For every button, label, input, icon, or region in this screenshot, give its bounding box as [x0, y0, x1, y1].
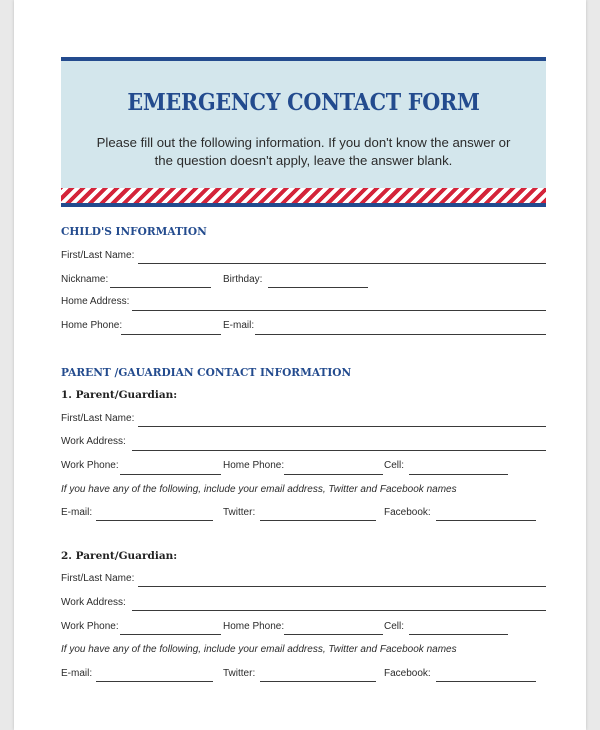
child-birthday-label: Birthday: — [223, 274, 263, 285]
guardian-2-home-phone-label: Home Phone: — [223, 621, 285, 632]
guardian-1-heading: 1. Parent/Guardian: — [61, 389, 178, 401]
child-name-label: First/Last Name: — [61, 250, 135, 261]
guardian-2-work-phone-label: Work Phone: — [61, 621, 119, 632]
guardian-1-work-address-field[interactable] — [132, 450, 546, 451]
guardian-1-work-phone-field[interactable] — [120, 474, 221, 475]
guardian-1-home-phone-label: Home Phone: — [223, 460, 285, 471]
child-email-field[interactable] — [255, 334, 546, 335]
guardian-1-name-label: First/Last Name: — [61, 413, 135, 424]
child-name-field[interactable] — [138, 263, 546, 264]
guardian-1-cell-label: Cell: — [384, 460, 405, 471]
form-header-banner — [61, 57, 546, 207]
guardian-2-work-phone-field[interactable] — [120, 634, 221, 635]
form-page — [14, 0, 586, 730]
child-home-address-label: Home Address: — [61, 296, 130, 307]
guardian-1-work-address-label: Work Address: — [61, 436, 126, 447]
guardian-2-email-label: E-mail: — [61, 668, 93, 679]
guardian-2-social-note: If you have any of the following, include your email address, Twitter and Facebook names — [61, 644, 457, 655]
form-instructions: Please fill out the following information. If you don't know the answer or the question doesn't apply, leave the answer blank. — [96, 135, 511, 168]
guardian-1-facebook-field[interactable] — [436, 520, 536, 521]
guardian-1-twitter-label: Twitter: — [223, 507, 256, 518]
guardian-1-twitter-field[interactable] — [260, 520, 376, 521]
guardian-2-heading: 2. Parent/Guardian: — [61, 550, 178, 562]
guardian-1-email-label: E-mail: — [61, 507, 93, 518]
guardian-1-social-note: If you have any of the following, include your email address, Twitter and Facebook names — [61, 484, 457, 495]
parent-section-title: PARENT /GAUARDIAN CONTACT INFORMATION — [61, 365, 352, 379]
guardian-2-cell-label: Cell: — [384, 621, 405, 632]
child-home-phone-label: Home Phone: — [61, 320, 123, 331]
guardian-1-work-phone-label: Work Phone: — [61, 460, 119, 471]
guardian-2-facebook-label: Facebook: — [384, 668, 431, 679]
banner-bottom-rule — [61, 203, 546, 207]
guardian-2-twitter-label: Twitter: — [223, 668, 256, 679]
child-nickname-field[interactable] — [110, 287, 211, 288]
guardian-2-work-address-label: Work Address: — [61, 597, 126, 608]
child-email-label: E-mail: — [223, 320, 255, 331]
guardian-2-cell-field[interactable] — [409, 634, 508, 635]
guardian-2-name-field[interactable] — [138, 586, 546, 587]
child-home-phone-field[interactable] — [121, 334, 221, 335]
guardian-1-name-field[interactable] — [138, 426, 546, 427]
child-home-address-field[interactable] — [132, 310, 546, 311]
form-title: EMERGENCY CONTACT FORM — [127, 89, 480, 116]
guardian-1-facebook-label: Facebook: — [384, 507, 431, 518]
guardian-2-twitter-field[interactable] — [260, 681, 376, 682]
guardian-1-email-field[interactable] — [96, 520, 213, 521]
guardian-2-email-field[interactable] — [96, 681, 213, 682]
guardian-2-facebook-field[interactable] — [436, 681, 536, 682]
child-nickname-label: Nickname: — [61, 274, 109, 285]
guardian-1-cell-field[interactable] — [409, 474, 508, 475]
decorative-stripes — [61, 188, 546, 203]
child-section-title: CHILD'S INFORMATION — [61, 224, 207, 238]
guardian-2-name-label: First/Last Name: — [61, 573, 135, 584]
guardian-2-work-address-field[interactable] — [132, 610, 546, 611]
child-birthday-field[interactable] — [268, 287, 368, 288]
guardian-1-home-phone-field[interactable] — [284, 474, 383, 475]
guardian-2-home-phone-field[interactable] — [284, 634, 383, 635]
